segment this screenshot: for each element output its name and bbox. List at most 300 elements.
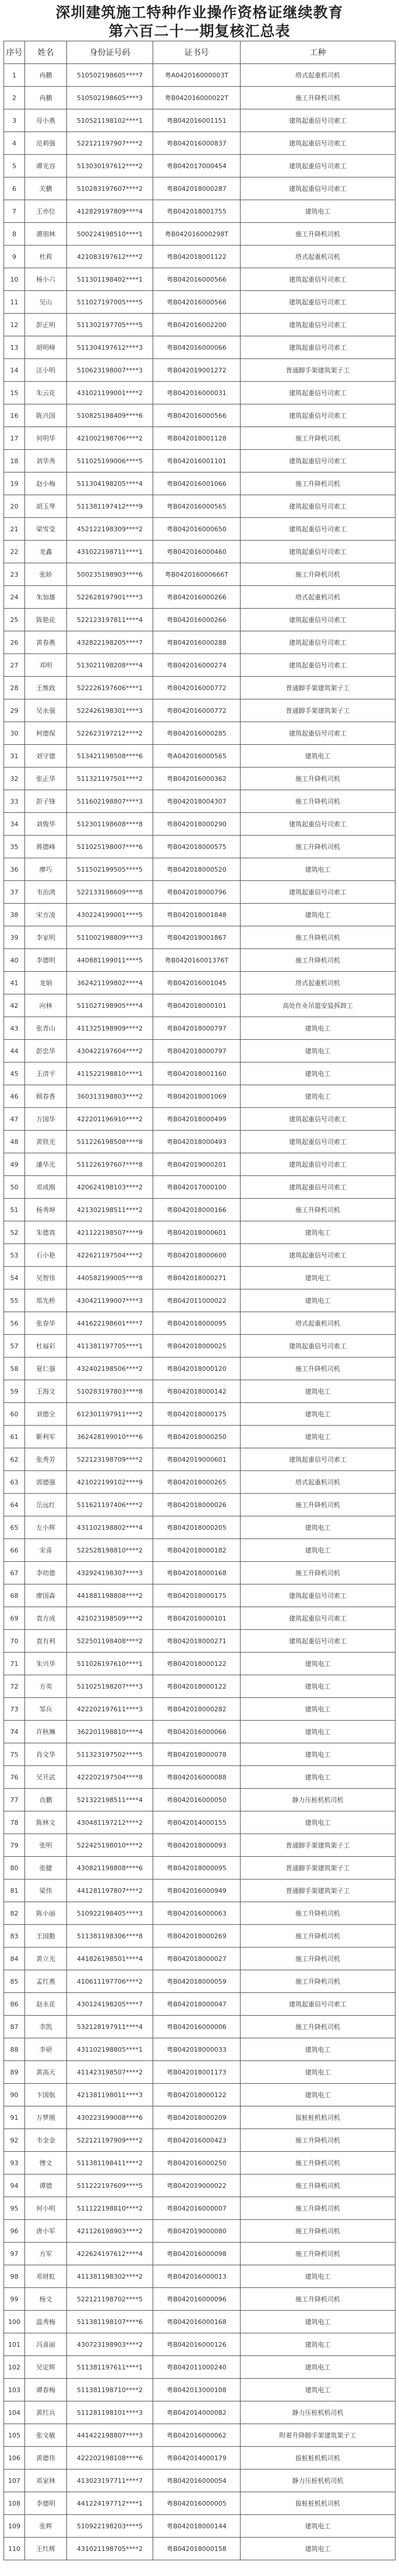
cell-certificate-number: 粤B042016000288 — [153, 631, 241, 654]
cell-certificate-number: 粤B042016000666T — [153, 563, 241, 586]
cell-certificate-number: 粤B042018000265 — [153, 1471, 241, 1494]
cell-certificate-number: 粤B042016000650 — [153, 518, 241, 541]
cell-id-number: 511323197502****5 — [67, 1743, 153, 1766]
cell-index: 35 — [4, 836, 25, 858]
table-row — [4, 881, 396, 904]
cell-certificate-number: 粤B042018000205 — [153, 1516, 241, 1539]
cell-certificate-number: 粤B042016000063 — [153, 1902, 241, 1925]
table-row — [4, 1698, 396, 1721]
table-row — [4, 314, 396, 336]
table-row — [4, 2379, 396, 2401]
cell-job-type: 拔桩桩机机司机 — [241, 2106, 396, 2129]
cell-id-number: 511381197611****1 — [67, 2356, 153, 2379]
cell-id-number: 430124198205****7 — [67, 1993, 153, 2016]
table-row — [4, 563, 396, 586]
cell-index: 56 — [4, 1312, 25, 1335]
cell-index: 47 — [4, 1108, 25, 1131]
cell-name: 韦金金 — [25, 2129, 67, 2152]
table-row — [4, 1630, 396, 1653]
cell-name: 韦治鸿 — [25, 881, 67, 904]
cell-certificate-number: 粤B042016000837 — [153, 132, 241, 155]
cell-index: 40 — [4, 949, 25, 972]
cell-id-number: 422201196910****2 — [67, 1108, 153, 1131]
cell-certificate-number: 粤B042016001101 — [153, 450, 241, 472]
cell-name: 邓明 — [25, 654, 67, 677]
cell-job-type: 建筑电工 — [241, 1040, 396, 1063]
table-row — [4, 336, 396, 359]
cell-job-type: 建筑起重信号司索工 — [241, 268, 396, 291]
table-row — [4, 1153, 396, 1176]
cell-index: 62 — [4, 1448, 25, 1471]
cell-certificate-number: 粤B042018000287 — [153, 177, 241, 200]
cell-index: 77 — [4, 1789, 25, 1811]
table-row — [4, 904, 396, 926]
cell-certificate-number: 粤B042016000088 — [153, 1766, 241, 1789]
cell-id-number: 511226198508****8 — [67, 1131, 153, 1153]
cell-name: 赵小梅 — [25, 472, 67, 495]
cell-id-number: 452122198309****2 — [67, 518, 153, 541]
cell-index: 38 — [4, 904, 25, 926]
cell-index: 104 — [4, 2401, 25, 2424]
table-body — [4, 64, 396, 2560]
cell-name: 邓财虹 — [25, 2265, 67, 2288]
cell-certificate-number: 粤B042018000796 — [153, 881, 241, 904]
table-row — [4, 2243, 396, 2265]
cell-id-number: 411522198810****1 — [67, 1063, 153, 1085]
table-row — [4, 404, 396, 427]
cell-index: 100 — [4, 2311, 25, 2333]
cell-job-type: 普通脚手架建筑架子工 — [241, 1879, 396, 1902]
cell-certificate-number: 粤B042016000013 — [153, 2265, 241, 2288]
cell-certificate-number: 粤B042018000290 — [153, 813, 241, 836]
cell-index: 76 — [4, 1766, 25, 1789]
cell-index: 51 — [4, 1199, 25, 1221]
cell-id-number: 431102198805****1 — [67, 2038, 153, 2061]
table-row — [4, 972, 396, 994]
cell-name: 廖国森 — [25, 1584, 67, 1607]
cell-index: 49 — [4, 1153, 25, 1176]
table-row — [4, 1494, 396, 1516]
cell-name: 刘俊华 — [25, 813, 67, 836]
cell-id-number: 612301197911****2 — [67, 1403, 153, 1426]
table-row — [4, 2492, 396, 2515]
cell-job-type: 建筑电工 — [241, 1380, 396, 1403]
cell-id-number: 522623197212****2 — [67, 722, 153, 745]
cell-job-type: 建筑电工 — [241, 200, 396, 223]
cell-job-type: 建筑起重信号司索工 — [241, 1108, 396, 1131]
cell-id-number: 441826198501****4 — [67, 1948, 153, 1970]
cell-certificate-number: 粤B042016000005 — [153, 2492, 241, 2515]
cell-certificate-number: 粤B042018000182 — [153, 1539, 241, 1562]
table-row — [4, 1040, 396, 1063]
cell-certificate-number: 粤B042019000022 — [153, 2175, 241, 2197]
cell-certificate-number: 粤B042018000166 — [153, 1199, 241, 1221]
cell-index: 102 — [4, 2356, 25, 2379]
cell-name: 黄立光 — [25, 1948, 67, 1970]
cell-id-number: 500235198903****6 — [67, 563, 153, 586]
cell-name: 张青山 — [25, 1017, 67, 1040]
cell-name: 王红辉 — [25, 2538, 67, 2560]
cell-id-number: 511502199505****5 — [67, 858, 153, 881]
table-row — [4, 1653, 396, 1675]
table-row — [4, 1312, 396, 1335]
table-row — [4, 450, 396, 472]
cell-index: 58 — [4, 1358, 25, 1380]
cell-name: 张娇 — [25, 563, 67, 586]
cell-id-number: 511602198807****3 — [67, 790, 153, 813]
cell-name: 胡明峰 — [25, 336, 67, 359]
cell-certificate-number: 粤B042016000022T — [153, 87, 241, 109]
cell-certificate-number: 粤B042016000565 — [153, 495, 241, 518]
cell-certificate-number: 粤B042016000266 — [153, 609, 241, 631]
cell-index: 28 — [4, 677, 25, 699]
cell-id-number: 510502198605****7 — [67, 64, 153, 87]
cell-id-number: 522121198702****5 — [67, 2288, 153, 2311]
cell-name: 黄高天 — [25, 2061, 67, 2084]
cell-name: 王国勤 — [25, 1925, 67, 1948]
table-row — [4, 2515, 396, 2538]
cell-id-number: 430481197212****2 — [67, 1811, 153, 1834]
table-row — [4, 1085, 396, 1108]
cell-job-type: 塔式起重机司机 — [241, 64, 396, 87]
cell-index: 93 — [4, 2152, 25, 2175]
cell-certificate-number: 粤B042018000493 — [153, 1131, 241, 1153]
table-row — [4, 155, 396, 177]
table-row — [4, 1970, 396, 1993]
cell-certificate-number: 粤B042018000175 — [153, 1403, 241, 1426]
header-index: 序号 — [4, 41, 25, 64]
cell-certificate-number: 粤B042018000209 — [153, 2106, 241, 2129]
cell-name: 李德明 — [25, 2492, 67, 2515]
cell-job-type: 建筑电工 — [241, 1721, 396, 1743]
cell-id-number: 510623198007****3 — [67, 359, 153, 382]
table-row — [4, 677, 396, 699]
cell-name: 彭正明 — [25, 314, 67, 336]
cell-index: 30 — [4, 722, 25, 745]
cell-id-number: 522528198810****2 — [67, 1539, 153, 1562]
cell-name: 黄铁光 — [25, 1131, 67, 1153]
cell-index: 52 — [4, 1221, 25, 1244]
table-row — [4, 382, 396, 404]
cell-index: 85 — [4, 1970, 25, 1993]
cell-id-number: 410611197706****2 — [67, 1970, 153, 1993]
cell-certificate-number: 粤B042017000100 — [153, 1176, 241, 1199]
cell-id-number: 422202197504****8 — [67, 1766, 153, 1789]
cell-job-type: 建筑电工 — [241, 2265, 396, 2288]
cell-id-number: 522628197901****3 — [67, 586, 153, 609]
cell-name: 何明华 — [25, 427, 67, 450]
cell-job-type: 塔式起重机司机 — [241, 972, 396, 994]
cell-job-type: 拔桩桩机机司机 — [241, 2447, 396, 2470]
cell-name: 杨秀坤 — [25, 1199, 67, 1221]
cell-id-number: 441881198808****2 — [67, 1584, 153, 1607]
cell-certificate-number: 粤B042016000031 — [153, 382, 241, 404]
cell-certificate-number: 粤B042016000298T — [153, 223, 241, 246]
table-row — [4, 926, 396, 949]
cell-certificate-number: 粤B042018000120 — [153, 1358, 241, 1380]
cell-id-number: 522121197907****2 — [67, 132, 153, 155]
summary-table — [3, 41, 396, 2560]
cell-certificate-number: 粤B042016000423 — [153, 2129, 241, 2152]
cell-name: 王海文 — [25, 1380, 67, 1403]
table-row — [4, 586, 396, 609]
cell-name: 温秀梅 — [25, 2311, 67, 2333]
cell-name: 张辉 — [25, 2515, 67, 2538]
cell-certificate-number: 粤B042016000006 — [153, 2016, 241, 2038]
cell-job-type: 施工升降机司机 — [241, 472, 396, 495]
table-row — [4, 1675, 396, 1698]
cell-id-number: 511381198107****6 — [67, 2311, 153, 2333]
cell-index: 14 — [4, 359, 25, 382]
cell-certificate-number: 粤B042011000022 — [153, 1289, 241, 1312]
cell-name: 宋方凌 — [25, 904, 67, 926]
cell-name: 范莉强 — [25, 132, 67, 155]
cell-id-number: 422202197611****3 — [67, 1698, 153, 1721]
cell-id-number: 522123197811****4 — [67, 609, 153, 631]
cell-id-number: 511381197412****9 — [67, 495, 153, 518]
cell-index: 101 — [4, 2333, 25, 2356]
table-row — [4, 268, 396, 291]
cell-name: 黄红兵 — [25, 2401, 67, 2424]
cell-name: 吴开武 — [25, 1766, 67, 1789]
cell-id-number: 441622198601****7 — [67, 1312, 153, 1335]
cell-job-type: 拔桩桩机机司机 — [241, 2492, 396, 2515]
cell-job-type: 建筑电工 — [241, 2356, 396, 2379]
table-row — [4, 2016, 396, 2038]
cell-job-type: 建筑起重信号司索工 — [241, 541, 396, 563]
cell-id-number: 440881199011****5 — [67, 949, 153, 972]
cell-certificate-number: 粤B042016000772 — [153, 677, 241, 699]
cell-certificate-number: 粤B042016000566 — [153, 404, 241, 427]
cell-id-number: 510922198405****3 — [67, 1902, 153, 1925]
cell-name: 陈艳花 — [25, 609, 67, 631]
cell-certificate-number: 粤B042016000054 — [153, 2470, 241, 2492]
cell-job-type: 建筑电工 — [241, 1267, 396, 1289]
cell-id-number: 511226197607****8 — [67, 1153, 153, 1176]
table-row — [4, 2129, 396, 2152]
cell-index: 5 — [4, 155, 25, 177]
cell-index: 23 — [4, 563, 25, 586]
cell-index: 65 — [4, 1516, 25, 1539]
table-row — [4, 1925, 396, 1948]
cell-name: 夏仁强 — [25, 1358, 67, 1380]
cell-name: 郑先桥 — [25, 1289, 67, 1312]
cell-name: 杜福彩 — [25, 1335, 67, 1358]
cell-name: 袁方成 — [25, 1607, 67, 1630]
cell-certificate-number: 粤B042018001128 — [153, 427, 241, 450]
cell-index: 94 — [4, 2175, 25, 2197]
cell-name: 唐小军 — [25, 2220, 67, 2243]
cell-name: 赵永花 — [25, 1993, 67, 2016]
cell-name: 汪小明 — [25, 359, 67, 382]
cell-name: 冉鹏 — [25, 64, 67, 87]
cell-index: 75 — [4, 1743, 25, 1766]
cell-index: 69 — [4, 1607, 25, 1630]
cell-job-type: 建筑电工 — [241, 1675, 396, 1698]
cell-id-number: 362421199802****4 — [67, 972, 153, 994]
cell-index: 72 — [4, 1675, 25, 1698]
table-row — [4, 2175, 396, 2197]
cell-name: 吴山 — [25, 291, 67, 314]
table-row — [4, 1289, 396, 1312]
cell-index: 106 — [4, 2447, 25, 2470]
cell-index: 31 — [4, 745, 25, 768]
cell-id-number: 511304197612****3 — [67, 336, 153, 359]
cell-job-type: 建筑电工 — [241, 2311, 396, 2333]
table-row — [4, 177, 396, 200]
cell-index: 16 — [4, 404, 25, 427]
cell-job-type: 建筑起重信号司索工 — [241, 155, 396, 177]
cell-name: 王亦位 — [25, 200, 67, 223]
cell-certificate-number: 粤B042018001848 — [153, 904, 241, 926]
cell-job-type: 建筑电工 — [241, 1653, 396, 1675]
document-title — [0, 0, 399, 41]
cell-index: 110 — [4, 2538, 25, 2560]
cell-id-number: 511027197005****5 — [67, 291, 153, 314]
cell-job-type: 建筑电工 — [241, 745, 396, 768]
cell-name: 杜莉 — [25, 246, 67, 268]
cell-job-type: 建筑电工 — [241, 1289, 396, 1312]
cell-id-number: 362428199010****6 — [67, 1426, 153, 1448]
cell-job-type: 建筑电工 — [241, 1539, 396, 1562]
cell-job-type: 静力压桩机机司机 — [241, 2470, 396, 2492]
header-name: 姓名 — [25, 41, 67, 64]
cell-job-type: 施工升降机司机 — [241, 926, 396, 949]
cell-index: 68 — [4, 1584, 25, 1607]
cell-job-type: 塔式起重机司机 — [241, 1312, 396, 1335]
table-row — [4, 2333, 396, 2356]
cell-id-number: 500224198510****1 — [67, 223, 153, 246]
cell-job-type: 建筑电工 — [241, 1403, 396, 1426]
table-row — [4, 1789, 396, 1811]
cell-certificate-number: 粤B042018000095 — [153, 1857, 241, 1879]
cell-name: 杨小六 — [25, 268, 67, 291]
cell-index: 79 — [4, 1834, 25, 1857]
cell-certificate-number: 粤B042016000098 — [153, 2243, 241, 2265]
cell-certificate-number: 粤B042018000025 — [153, 1335, 241, 1358]
cell-id-number: 512301198608****8 — [67, 813, 153, 836]
cell-id-number: 422624197612****4 — [67, 2243, 153, 2265]
cell-certificate-number: 粤B042016000274 — [153, 654, 241, 677]
cell-index: 83 — [4, 1925, 25, 1948]
cell-id-number: 431102198802****4 — [67, 1516, 153, 1539]
table-row — [4, 1993, 396, 2016]
cell-certificate-number: 粤B042018001160 — [153, 1063, 241, 1085]
cell-index: 1 — [4, 64, 25, 87]
table-row — [4, 1743, 396, 1766]
table-row — [4, 1562, 396, 1584]
table-row — [4, 2538, 396, 2560]
cell-job-type: 施工升降机司机 — [241, 223, 396, 246]
table-row — [4, 1584, 396, 1607]
cell-index: 103 — [4, 2379, 25, 2401]
cell-certificate-number: 粤A042016000565 — [153, 745, 241, 768]
table-row — [4, 2401, 396, 2424]
cell-job-type: 建筑起重信号司索工 — [241, 518, 396, 541]
cell-id-number: 431022198711****1 — [67, 541, 153, 563]
cell-name: 岳远红 — [25, 1494, 67, 1516]
cell-certificate-number: 粤B042018001069 — [153, 1085, 241, 1108]
cell-name: 陈小丽 — [25, 1902, 67, 1925]
cell-certificate-number: 粤B042018000797 — [153, 1017, 241, 1040]
cell-id-number: 522426198301****3 — [67, 699, 153, 722]
cell-job-type: 施工升降机司机 — [241, 1358, 396, 1380]
cell-name: 关鹏 — [25, 177, 67, 200]
cell-id-number: 522121197909****2 — [67, 2129, 153, 2152]
cell-id-number: 510502198605****3 — [67, 87, 153, 109]
cell-certificate-number: 粤B042016000066 — [153, 336, 241, 359]
cell-certificate-number: 粤B042018000093 — [153, 1834, 241, 1857]
cell-certificate-number: 粤B042016000168 — [153, 2311, 241, 2333]
cell-certificate-number: 粤B042016000066 — [153, 1721, 241, 1743]
table-row — [4, 2288, 396, 2311]
cell-index: 74 — [4, 1721, 25, 1743]
table-row — [4, 1948, 396, 1970]
cell-job-type: 建筑起重信号司索工 — [241, 109, 396, 132]
cell-name: 朱兴华 — [25, 1653, 67, 1675]
cell-job-type: 建筑起重信号司索工 — [241, 1131, 396, 1153]
table-row — [4, 1721, 396, 1743]
cell-certificate-number: 粤B042017000454 — [153, 155, 241, 177]
cell-id-number: 441422198807****3 — [67, 2424, 153, 2447]
cell-job-type: 建筑电工 — [241, 2538, 396, 2560]
cell-name: 陈兴国 — [25, 404, 67, 427]
cell-id-number: 511122198810****2 — [67, 2197, 153, 2220]
cell-name: 郭德强 — [25, 1471, 67, 1494]
cell-job-type: 建筑电工 — [241, 1698, 396, 1721]
cell-job-type: 施工升降机司机 — [241, 836, 396, 858]
cell-id-number: 422202198108****6 — [67, 2447, 153, 2470]
cell-job-type: 施工升降机司机 — [241, 949, 396, 972]
table-row — [4, 1108, 396, 1131]
cell-name: 李幼德 — [25, 1562, 67, 1584]
cell-name: 肖文华 — [25, 1743, 67, 1766]
table-row — [4, 1902, 396, 1925]
cell-name: 邓成刚 — [25, 1176, 67, 1199]
cell-job-type: 建筑起重信号司索工 — [241, 495, 396, 518]
cell-job-type: 建筑起重信号司索工 — [241, 722, 396, 745]
cell-certificate-number: 粤B042016000285 — [153, 722, 241, 745]
cell-certificate-number: 粤B042018000250 — [153, 1426, 241, 1448]
table-row — [4, 631, 396, 654]
cell-index: 66 — [4, 1539, 25, 1562]
cell-job-type: 高处作业吊篮安装拆卸工 — [241, 994, 396, 1017]
cell-index: 39 — [4, 926, 25, 949]
cell-certificate-number: 粤B042018001755 — [153, 200, 241, 223]
table-row — [4, 813, 396, 836]
cell-index: 95 — [4, 2197, 25, 2220]
cell-id-number: 440582199005****8 — [67, 1267, 153, 1289]
cell-job-type: 普通脚手架建筑架子工 — [241, 359, 396, 382]
cell-certificate-number: 粤B042016000362 — [153, 768, 241, 790]
cell-job-type: 施工升降机司机 — [241, 2220, 396, 2243]
cell-id-number: 421126198903****2 — [67, 2220, 153, 2243]
cell-job-type: 建筑起重信号司索工 — [241, 1244, 396, 1267]
table-row — [4, 2265, 396, 2288]
cell-certificate-number: 粤B042016000460 — [153, 541, 241, 563]
cell-id-number: 430223199008****6 — [67, 2106, 153, 2129]
cell-job-type: 塔式起重机司机 — [241, 246, 396, 268]
cell-certificate-number: 粤B042018000047 — [153, 1993, 241, 2016]
table-row — [4, 1017, 396, 1040]
cell-certificate-number: 粤B042016002200 — [153, 314, 241, 336]
table-row — [4, 1471, 396, 1494]
cell-certificate-number: 粤B042019001272 — [153, 359, 241, 382]
table-row — [4, 1131, 396, 1153]
cell-id-number: 422621197504****2 — [67, 1244, 153, 1267]
cell-certificate-number: 粤B042016001151 — [153, 109, 241, 132]
cell-index: 96 — [4, 2220, 25, 2243]
